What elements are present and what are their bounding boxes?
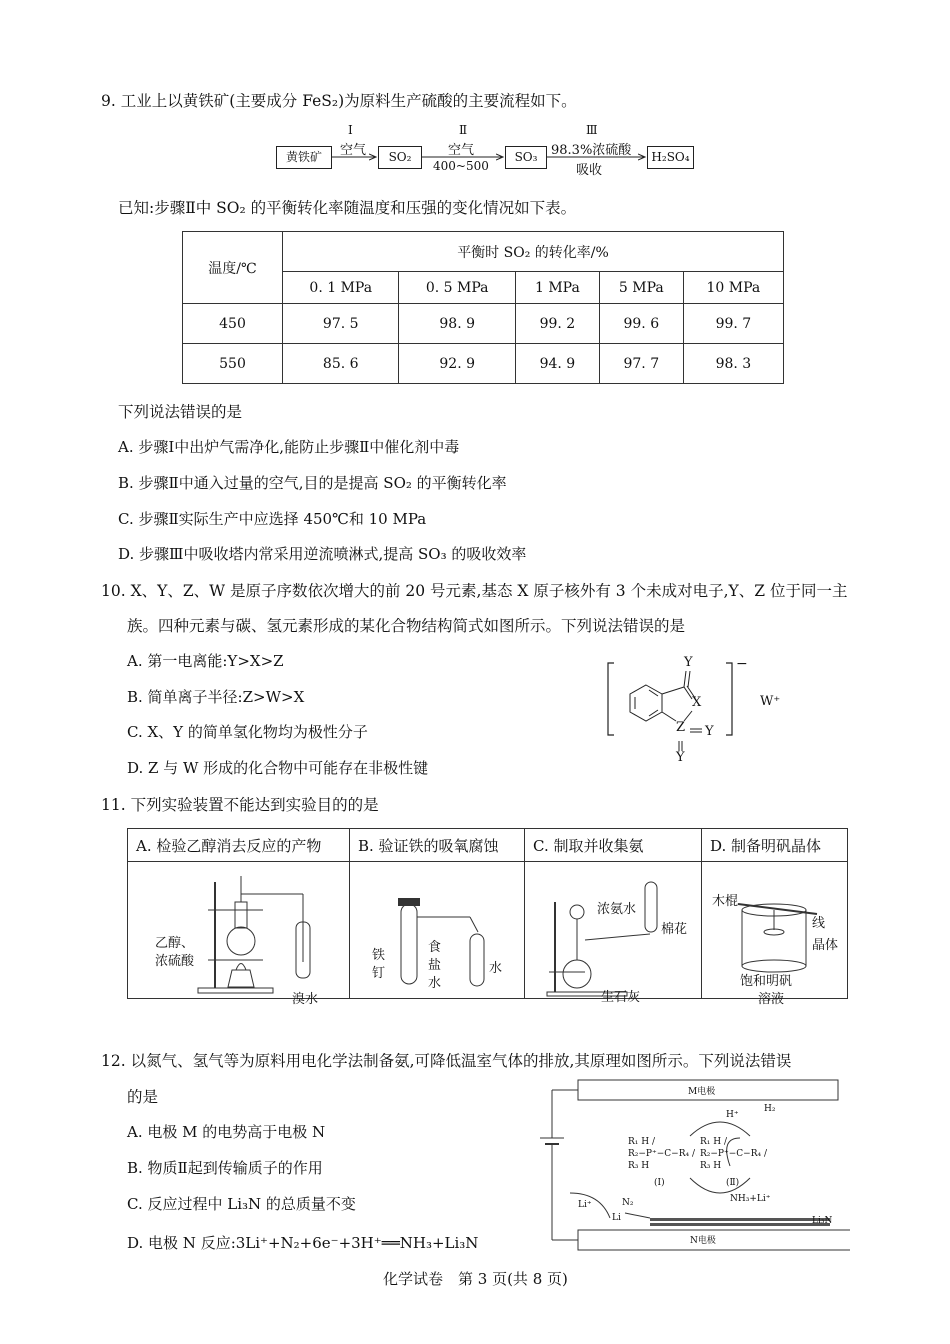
molecule-i: R₁ H / R₂−P⁺−C−R₄ / R₃ H [628,1137,695,1171]
atom-y-top: Y [684,655,693,670]
value-cell: 99. 7 [683,304,783,344]
exp-header-d: D. 制备明矾晶体 [702,829,848,862]
pressure-header: 0. 1 MPa [283,272,399,304]
n2-label: N₂ [622,1198,634,1208]
molecule-i-label: (Ⅰ) [654,1178,665,1188]
flow-box-h2so4: H₂SO₄ [647,146,694,169]
q10-option-c[interactable]: C. X、Y 的简单氢化物均为极性分子 [127,723,368,741]
value-cell: 98. 3 [683,344,783,384]
li3n-layer [650,1216,833,1226]
table-row [183,304,784,344]
exp-cell-c[interactable] [525,862,702,1005]
label-quicklime: 生石灰 [601,990,641,1005]
label-salt-3: 水 [428,976,442,991]
step2-temp: 400~500 [433,159,489,173]
value-cell: 92. 9 [399,344,515,384]
label-sulfuric: 浓硫酸 [155,954,195,969]
q12-stem-line2: 的是 [127,1088,159,1106]
value-cell: 99. 2 [515,304,599,344]
left-bracket [608,663,614,735]
q9-prompt: 下列说法错误的是 [118,403,243,421]
q12-option-a[interactable]: A. 电极 M 的电势高于电极 N [127,1123,326,1141]
q10-stem-line2: 族。四种元素与碳、氢元素形成的某化合物结构简式如图所示。下列说法错误的是 [127,617,686,635]
label-solution-2: 溶液 [758,992,785,1007]
cation-label: W⁺ [760,694,781,709]
label-water: 水 [489,961,503,976]
li3n-label: Li₃N [812,1216,833,1226]
apparatus-a-drawing [128,862,348,998]
exp-header-b: B. 验证铁的吸氧腐蚀 [350,829,525,862]
q10-option-d[interactable]: D. Z 与 W 形成的化合物中可能存在非极性键 [127,759,429,777]
value-cell: 85. 6 [283,344,399,384]
temp-cell: 550 [183,344,283,384]
atom-y-right: Y [705,724,714,739]
step3-number: Ⅲ [586,123,598,137]
q11-stem: 11. 下列实验装置不能达到实验目的的是 [101,796,379,814]
exp-cell-a[interactable] [128,862,350,1007]
right-bracket [726,663,732,735]
li-plus-label: Li⁺ [578,1200,592,1210]
q12-option-b[interactable]: B. 物质Ⅱ起到传输质子的作用 [127,1159,323,1177]
step3-absorb: 吸收 [576,163,603,178]
molecule-ii: R₁ H / R₂−P⁺−C−R₄ / R₃ H [700,1137,767,1171]
step1-number: Ⅰ [348,123,353,137]
q9-option-b[interactable]: B. 步骤Ⅱ中通入过量的空气,目的是提高 SO₂ 的平衡转化率 [118,474,507,492]
li-label: Li [612,1213,621,1223]
value-cell: 94. 9 [515,344,599,384]
exp-cell-d[interactable] [702,862,848,1007]
table-corner: 温度/℃ [183,232,283,304]
temp-cell: 450 [183,304,283,344]
exp-cell-b[interactable] [350,862,525,999]
q10-option-a[interactable]: A. 第一电离能:Y>X>Z [127,652,284,670]
label-stick: 木棍 [712,894,739,909]
q10-stem-line1: 10. X、Y、Z、W 是原子序数依次增大的前 20 号元素,基态 X 原子核外有 3 个未成对电子,Y、Z 位于同一主 [101,582,848,600]
label-cotton: 棉花 [661,922,688,937]
q12-stem-line1: 12. 以氮气、氢气等为原料用电化学法制备氨,可降低温室气体的排放,其原理如图所示。下列说法错误 [101,1052,792,1070]
value-cell: 97. 7 [599,344,683,384]
n-electrode-label: N电极 [690,1236,716,1246]
label-solution-1: 饱和明矾 [740,974,793,989]
step3-label: 98.3%浓硫酸 [551,143,632,158]
label-crystal: 晶体 [812,938,839,953]
value-cell: 99. 6 [599,304,683,344]
q9-option-c[interactable]: C. 步骤Ⅱ实际生产中应选择 450℃和 10 MPa [118,510,427,528]
pressure-header: 10 MPa [683,272,783,304]
q12-option-c[interactable]: C. 反应过程中 Li₃N 的总质量不变 [127,1195,356,1213]
table-group-header: 平衡时 SO₂ 的转化率/% [283,232,784,272]
anion-charge: − [736,656,748,672]
q12-option-d[interactable]: D. 电极 N 反应:3Li⁺+N₂+6e⁻+3H⁺══NH₃+Li₃N [127,1234,479,1252]
flow-box-so3: SO₃ [505,146,547,169]
pressure-header: 5 MPa [599,272,683,304]
pressure-header: 1 MPa [515,272,599,304]
label-ethanol: 乙醇、 [155,936,195,951]
value-cell: 97. 5 [283,304,399,344]
flow-box-pyrite: 黄铁矿 [276,146,332,169]
exp-header-c: C. 制取并收集氨 [525,829,702,862]
value-cell: 98. 9 [399,304,515,344]
step2-number: Ⅱ [459,123,468,137]
h-plus-label: H⁺ [726,1110,739,1120]
h2-label: H₂ [764,1104,776,1114]
molecule-ii-label: (Ⅱ) [726,1178,740,1188]
label-salt-1: 食 [428,940,442,955]
q10-option-b[interactable]: B. 简单离子半径:Z>W>X [127,688,305,706]
table-row [183,344,784,384]
m-electrode-label: M电极 [688,1087,716,1097]
q9-known: 已知:步骤Ⅱ中 SO₂ 的平衡转化率随温度和压强的变化情况如下表。 [118,199,577,217]
q9-option-a[interactable]: A. 步骤Ⅰ中出炉气需净化,能防止步骤Ⅱ中催化剂中毒 [118,438,460,456]
pressure-header: 0. 5 MPa [399,272,515,304]
label-iron-2: 钉 [372,966,386,981]
q9-option-d[interactable]: D. 步骤Ⅲ中吸收塔内常采用逆流喷淋式,提高 SO₃ 的吸收效率 [118,545,527,563]
label-bromine-water: 溴水 [292,992,319,1007]
step1-label: 空气 [340,143,367,158]
atom-z: Z [676,720,686,735]
label-conc-ammonia: 浓氨水 [597,902,637,917]
products-label: NH₃+Li⁺ [730,1194,771,1204]
page-footer: 化学试卷 第 3 页(共 8 页) [383,1270,568,1288]
q10-structure-diagram [600,655,800,770]
q9-stem: 9. 工业上以黄铁矿(主要成分 FeS₂)为原料生产硫酸的主要流程如下。 [101,92,577,110]
flow-box-so2: SO₂ [378,146,422,169]
atom-y-bottom: Y [676,750,685,765]
label-salt-2: 盐 [428,958,442,973]
exp-header-a: A. 检验乙醇消去反应的产物 [128,829,350,862]
atom-x: X [692,695,702,710]
step2-label: 空气 [448,143,475,158]
label-iron-1: 铁 [372,948,386,963]
label-thread: 线 [812,916,826,931]
conversion-table [182,231,784,384]
experiment-table [127,828,848,1007]
